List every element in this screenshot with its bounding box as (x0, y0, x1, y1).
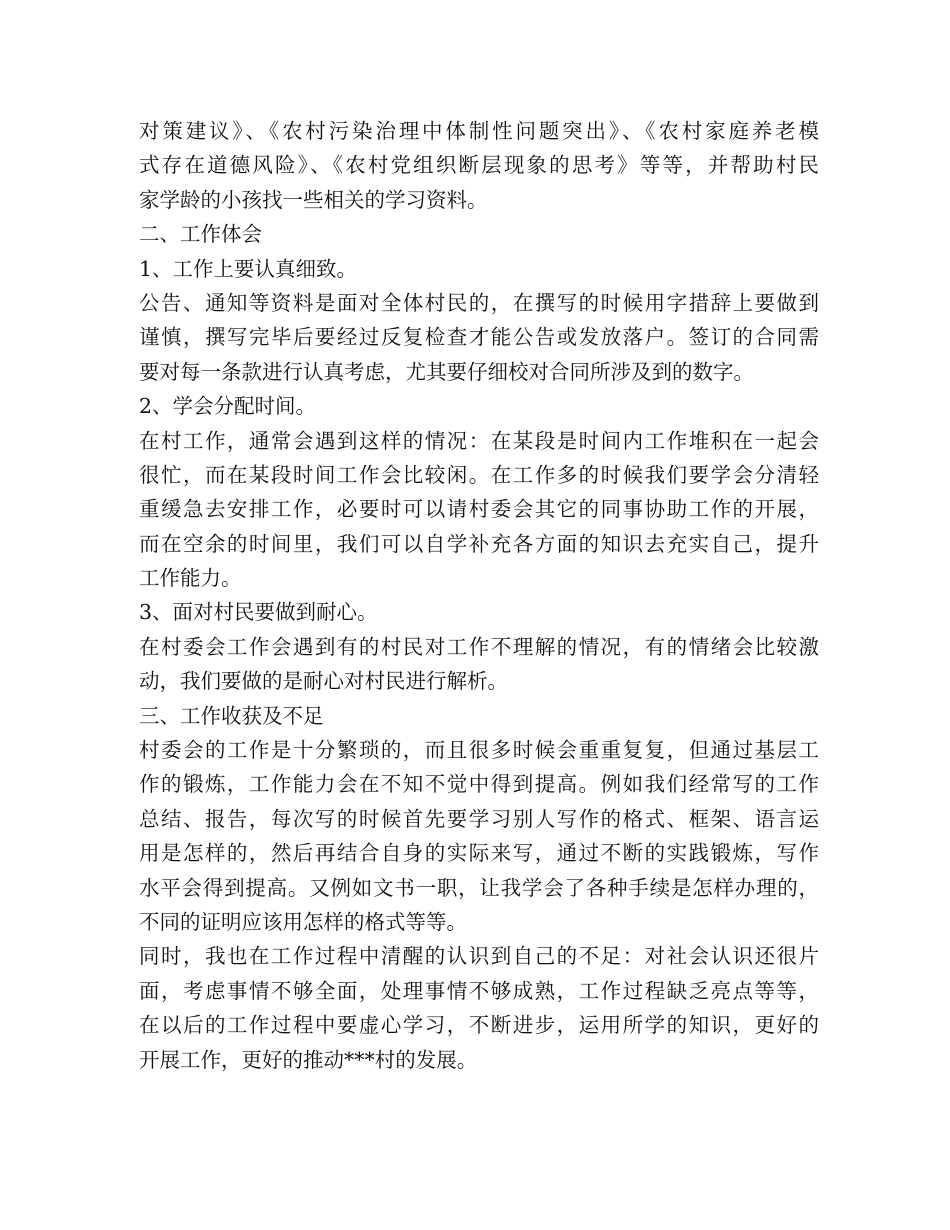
text-line: 动，我们要做的是耐心对村民进行解析。 (139, 669, 508, 694)
text-line: 村委会的工作是十分繁琐的，而且很多时候会重重复复，但通过基层工 (139, 738, 819, 763)
text-line: 在村工作，通常会遇到这样的情况：在某段是时间内工作堆积在一起会 (139, 428, 819, 453)
text-line: 工作能力。 (139, 566, 242, 591)
text-line: 3、面对村民要做到耐心。 (139, 600, 378, 625)
text-line: 不同的证明应该用怎样的格式等等。 (139, 909, 467, 934)
text-line: 作的锻炼，工作能力会在不知不觉中得到提高。例如我们经常写的工作 (139, 772, 819, 797)
text-line: 2、学会分配时间。 (139, 394, 317, 419)
text-line: 用是怎样的，然后再结合自身的实际来写，通过不断的实践锻炼，写作 (139, 841, 819, 866)
text-line: 要对每一条款进行认真考虑，尤其要仔细校对合同所涉及到的数字。 (139, 359, 754, 384)
text-line: 同时，我也在工作过程中清醒的认识到自己的不足：对社会认识还很片 (139, 944, 819, 969)
text-line: 1、工作上要认真细致。 (139, 256, 358, 281)
text-line: 很忙，而在某段时间工作会比较闲。在工作多的时候我们要学会分清轻 (139, 462, 819, 487)
document-body (139, 114, 819, 1077)
text-line: 重缓急去安排工作，必要时可以请村委会其它的同事协助工作的开展， (139, 497, 819, 522)
text-line: 三、工作收获及不足 (139, 703, 324, 728)
text-line: 水平会得到提高。又例如文书一职，让我学会了各种手续是怎样办理的， (139, 875, 819, 900)
text-line: 面，考虑事情不够全面，处理事情不够成熟，工作过程缺乏亮点等等， (139, 978, 819, 1003)
text-line: 谨慎，撰写完毕后要经过反复检查才能公告或发放落户。签订的合同需 (139, 325, 819, 350)
text-line: 而在空余的时间里，我们可以自学补充各方面的知识去充实自己，提升 (139, 531, 819, 556)
text-line: 式存在道德风险》、《农村党组织断层现象的思考》等等，并帮助村民 (139, 153, 819, 178)
text-line: 开展工作，更好的推动***村的发展。 (139, 1047, 478, 1072)
text-line: 在以后的工作过程中要虚心学习，不断进步，运用所学的知识，更好的 (139, 1013, 819, 1038)
text-line: 在村委会工作会遇到有的村民对工作不理解的情况，有的情绪会比较激 (139, 634, 819, 659)
text-line: 对策建议》、《农村污染治理中体制性问题突出》、《农村家庭养老模 (139, 119, 819, 143)
text-line: 家学龄的小孩找一些相关的学习资料。 (139, 187, 488, 212)
text-line: 总结、报告，每次写的时候首先要学习别人写作的格式、框架、语言运 (139, 806, 819, 831)
text-line: 二、工作体会 (139, 222, 262, 247)
text-line: 公告、通知等资料是面对全体村民的，在撰写的时候用字措辞上要做到 (139, 290, 819, 315)
